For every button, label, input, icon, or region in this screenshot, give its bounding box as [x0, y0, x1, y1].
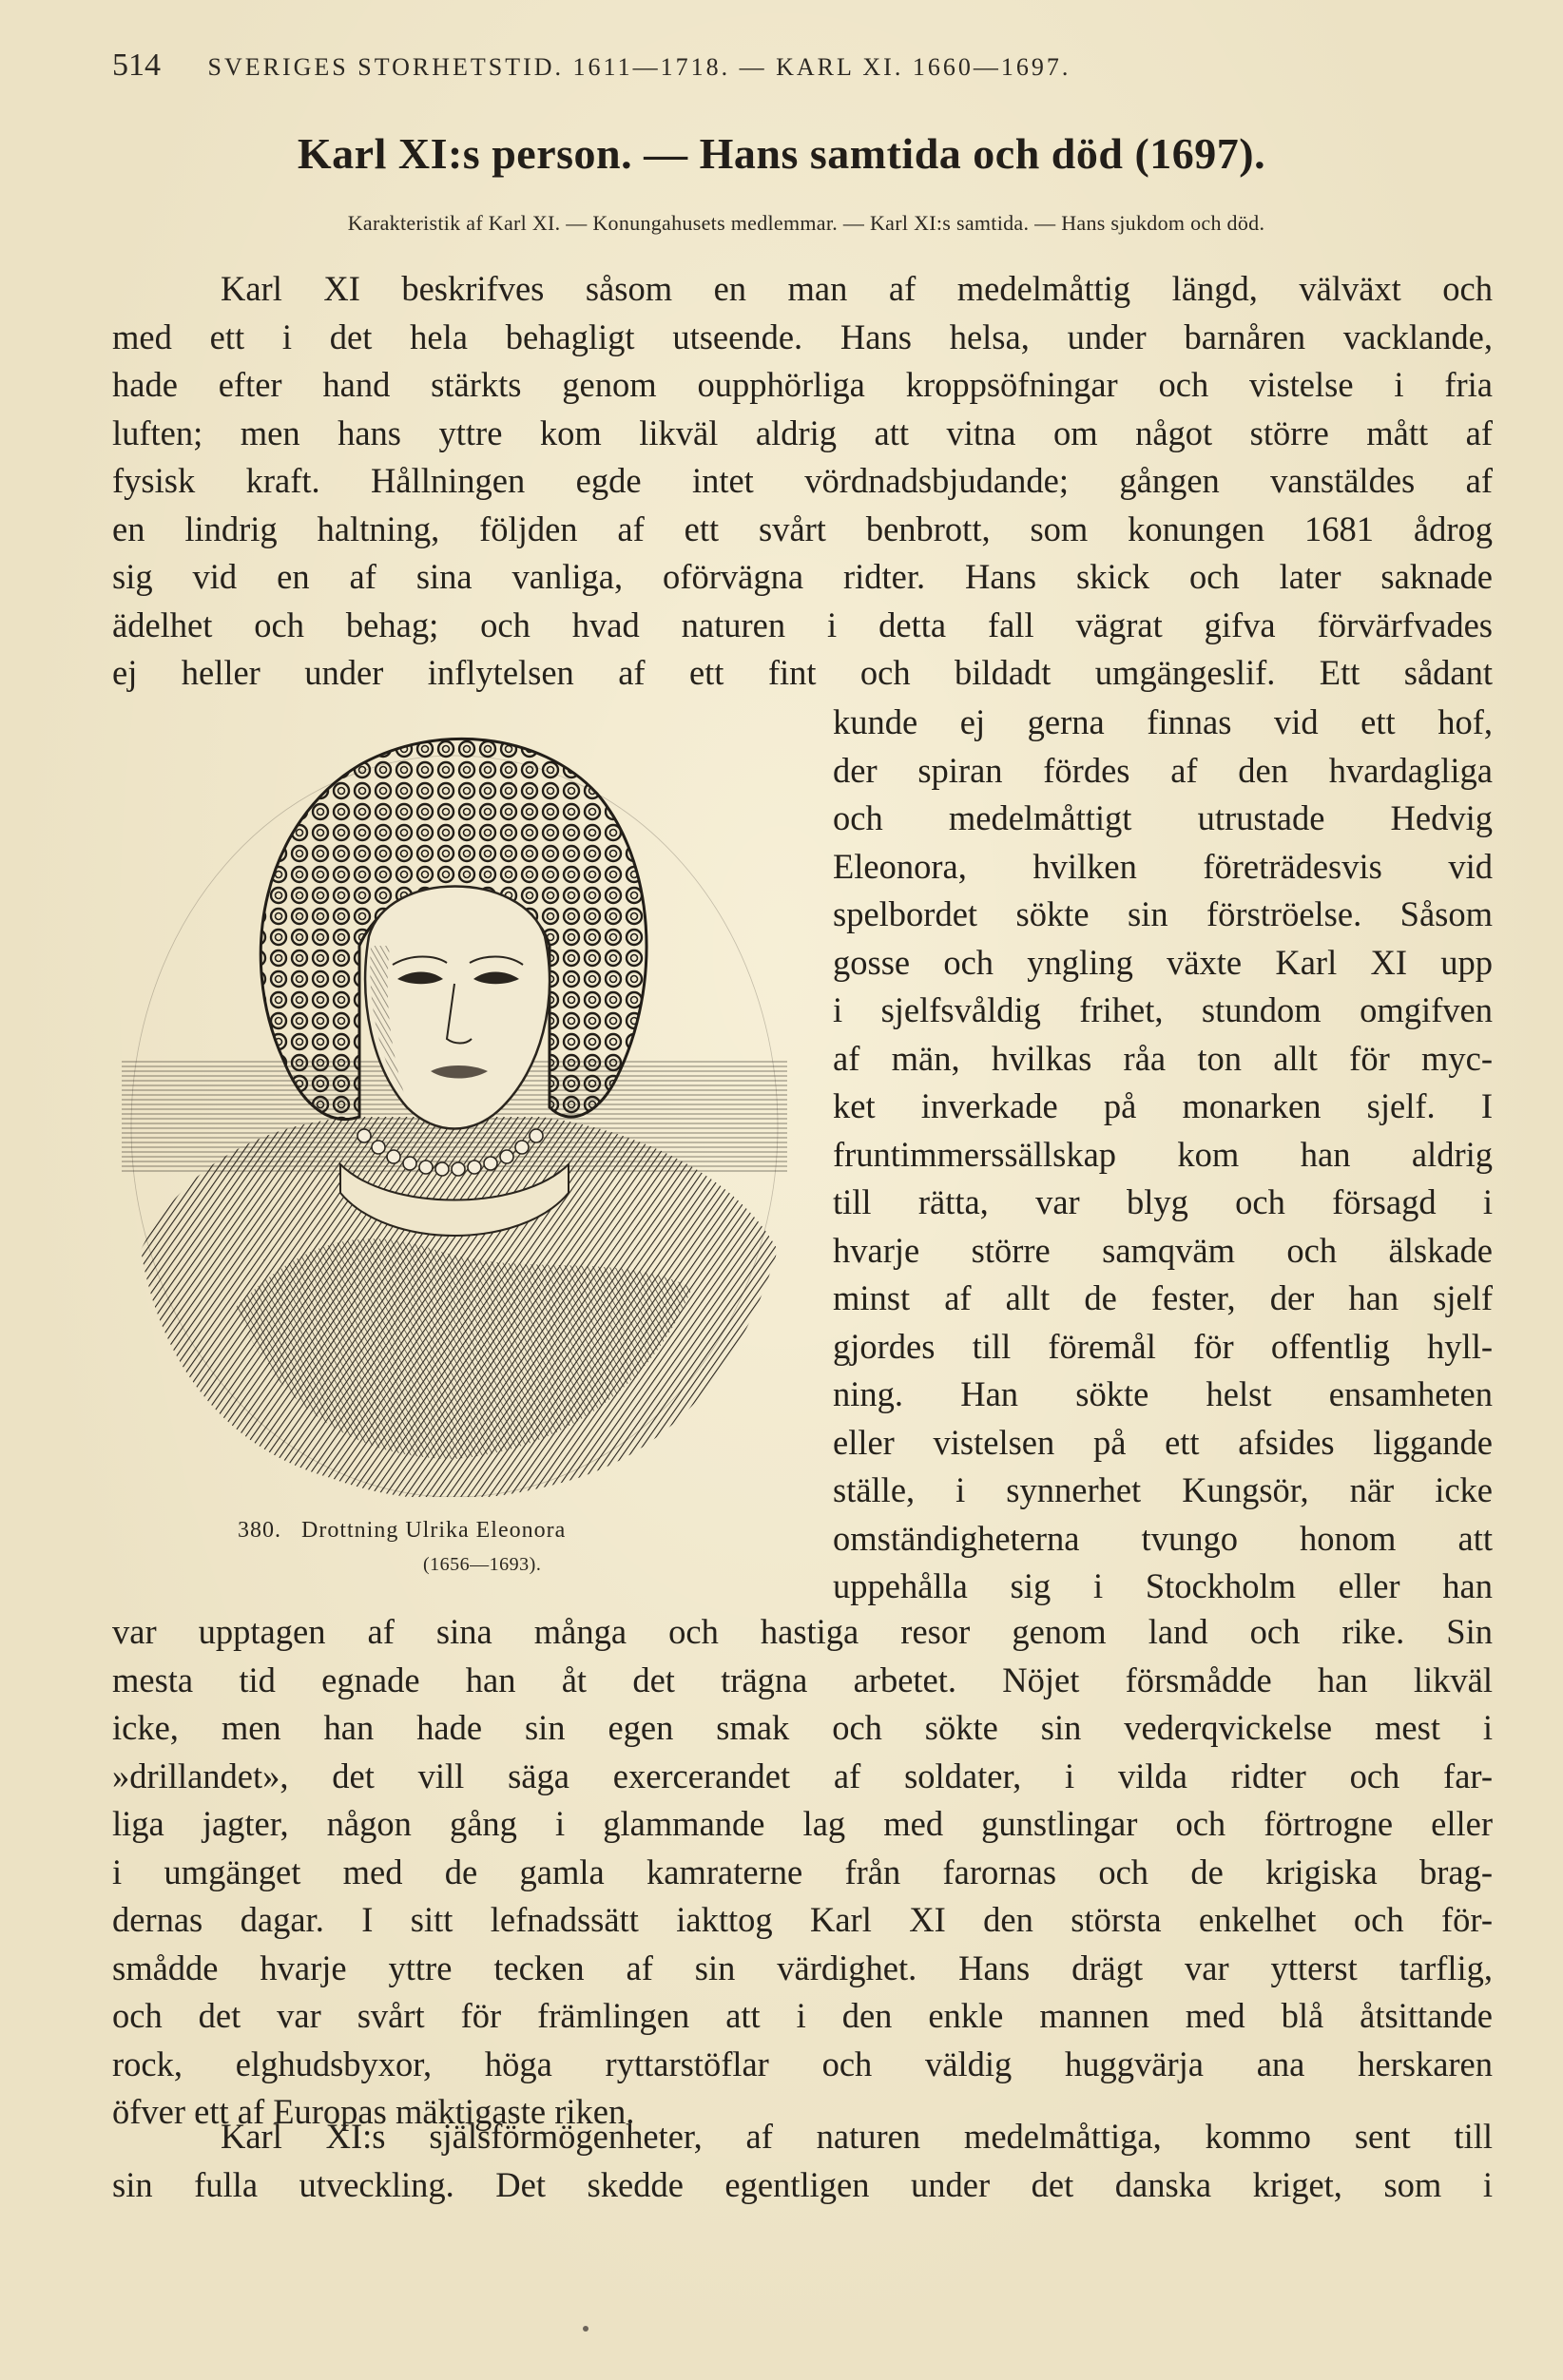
portrait-engraving-icon [122, 718, 787, 1497]
text-line: gjordes till föremål för offentlig hyll- [833, 1326, 1493, 1366]
text-line: med ett i det hela behagligt utseende. Hans helsa, under barnåren vacklande, [112, 317, 1493, 356]
figure-dates: (1656—1693). [423, 1554, 542, 1575]
text-line: ädelhet och behag; och hvad naturen i detta fall vägrat gifva förvärfvades [112, 605, 1493, 644]
text-line: Karl XI beskrifves såsom en man af medelmåttig längd, välväxt och [221, 269, 1493, 308]
text-line: liga jagter, någon gång i glammande lag med gunstlingar och förtrogne eller [112, 1804, 1493, 1843]
text-line: var upptagen af sina många och hastiga resor genom land och rike. Sin [112, 1612, 1493, 1651]
text-line: ej heller under inflytelsen af ett fint och bildadt umgängeslif. Ett sådant [112, 653, 1493, 692]
running-head [112, 48, 1443, 86]
page-number: 514 [112, 48, 161, 83]
text-line: af män, hvilkas råa ton allt för myc- [833, 1038, 1493, 1078]
text-line: i umgänget med de gamla kamraterne från farornas och de krigiska brag- [112, 1852, 1493, 1891]
text-line: smådde hvarje yttre tecken af sin värdighet. Hans drägt var ytterst tarflig, [112, 1948, 1493, 1987]
text-line: och det var svårt för främlingen att i den enkle mannen med blå åtsittande [112, 1996, 1493, 2035]
chapter-summary: Karakteristik af Karl XI. — Konungahusets medlemmar. — Karl XI:s samtida. — Hans sjukdom och död. [347, 211, 1265, 235]
text-line: till rätta, var blyg och försagd i [833, 1182, 1493, 1221]
text-line: sin fulla utveckling. Det skedde egentligen under det danska kriget, som i [112, 2164, 1493, 2204]
text-line: fruntimmerssällskap kom han aldrig [833, 1134, 1493, 1174]
text-line: Eleonora, hvilken företrädesvis vid [833, 846, 1493, 886]
text-line: fysisk kraft. Hållningen egde intet vördnadsbjudande; gången vanstäldes af [112, 461, 1493, 500]
text-line: ket inverkade på monarken sjelf. I [833, 1086, 1493, 1125]
text-line: öfver ett af Europas mäktigaste riken. [112, 2092, 635, 2131]
text-line: dernas dagar. I sitt lefnadssätt iakttog Karl XI den största enkelhet och för- [112, 1900, 1493, 1939]
text-line: i sjelfsvåldig frihet, stundom omgifven [833, 990, 1493, 1029]
figure-number: 380. [238, 1518, 281, 1543]
text-line: rock, elghudsbyxor, höga ryttarstöflar och väldig huggvärja ana herskaren [112, 2044, 1493, 2083]
text-line: sig vid en af sina vanliga, oförvägna ridter. Hans skick och later saknade [112, 557, 1493, 596]
text-line: mesta tid egnade han åt det trägna arbetet. Nöjet försmådde han likväl [112, 1660, 1493, 1699]
text-line: »drillandet», det vill säga exercerandet af soldater, i vilda ridter och far- [112, 1756, 1493, 1795]
ink-speck [583, 2326, 589, 2332]
text-line: gosse och yngling växte Karl XI upp [833, 942, 1493, 982]
text-line: eller vistelsen på ett afsides liggande [833, 1422, 1493, 1462]
text-line: omständigheterna tvungo honom att [833, 1518, 1493, 1558]
chapter-title: Karl XI:s person. — Hans samtida och död (1697). [297, 129, 1266, 178]
text-line: Karl XI:s själsförmögenheter, af naturen medelmåttiga, kommo sent till [221, 2117, 1493, 2156]
text-line: minst af allt de fester, der han sjelf [833, 1278, 1493, 1317]
text-line: icke, men han hade sin egen smak och sökte sin vederqvickelse mest i [112, 1708, 1493, 1747]
text-line: en lindrig haltning, följden af ett svårt benbrott, som konungen 1681 ådrog [112, 509, 1493, 548]
figure-caption-text: Drottning Ulrika Eleonora [301, 1518, 567, 1543]
text-line: der spiran fördes af den hvardagliga [833, 750, 1493, 790]
text-line: spelbordet sökte sin förströelse. Såsom [833, 894, 1493, 933]
text-line: ställe, i synnerhet Kungsör, när icke [833, 1470, 1493, 1509]
text-line: ning. Han sökte helst ensamheten [833, 1374, 1493, 1413]
text-line: och medelmåttigt utrustade Hedvig [833, 798, 1493, 837]
figure-caption [238, 1518, 732, 1544]
text-line: uppehålla sig i Stockholm eller han [833, 1566, 1493, 1605]
text-line: kunde ej gerna finnas vid ett hof, [833, 702, 1493, 741]
text-line: hade efter hand stärkts genom oupphörliga kroppsöfningar och vistelse i fria [112, 365, 1493, 404]
text-line: luften; men hans yttre kom likväl aldrig att vitna om något större mått af [112, 413, 1493, 452]
text-line: hvarje större samqväm och älskade [833, 1230, 1493, 1270]
running-head-text: SVERIGES STORHETSTID. 1611—1718. — KARL XI. 1660—1697. [207, 53, 1071, 81]
